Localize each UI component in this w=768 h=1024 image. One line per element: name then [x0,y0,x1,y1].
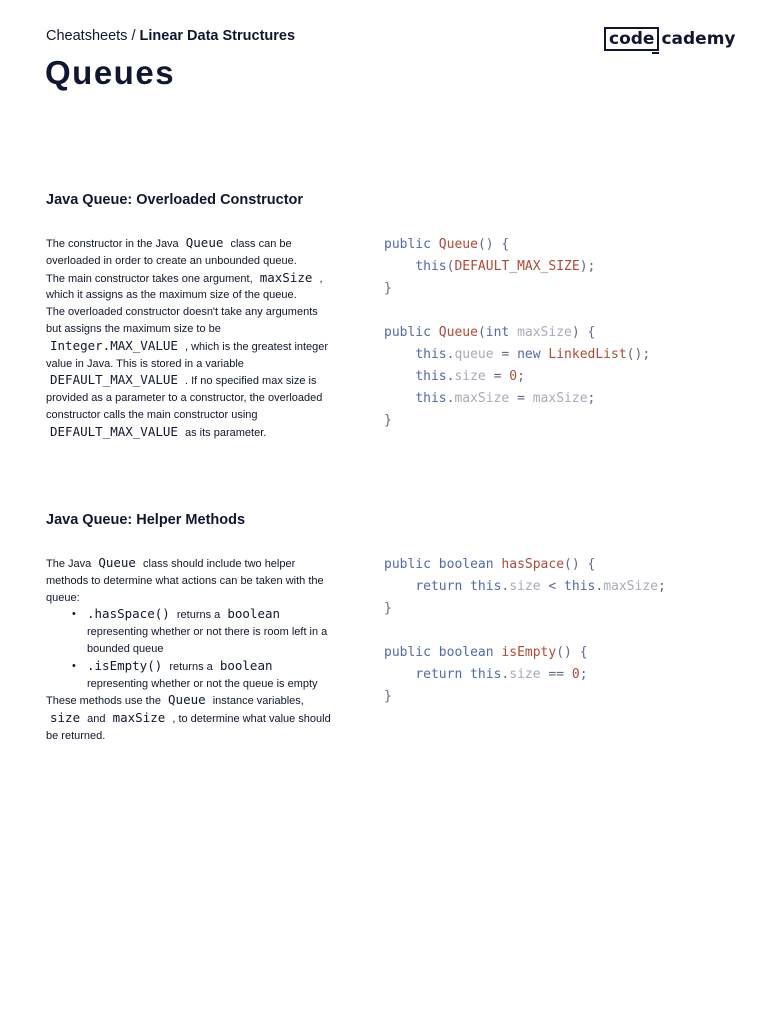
logo-box-text: code [604,27,659,51]
code-line [384,601,392,616]
desc-text: , which it assigns as the maximum size of the queue. [46,272,323,302]
inline-code: boolean [219,657,273,673]
desc-text: , which is the greatest integer value in Java. This is stored in a variable [46,340,329,370]
inline-code: maxSize [112,710,166,726]
code-line [384,369,525,384]
code-token: ( [446,259,455,274]
breadcrumb-separator: / [131,28,136,44]
code-token [384,579,415,594]
code-token: = [485,369,510,384]
code-token [384,667,415,682]
code-token: ; [579,667,588,682]
code-line [384,645,588,660]
desc-text: returns a [169,660,213,673]
code-token: (); [626,347,651,362]
list-item [87,606,336,657]
section-title-overloaded-constructor: Java Queue: Overloaded Constructor [46,192,304,208]
code-token: ; [587,391,596,406]
code-token [431,237,439,252]
desc-text: instance variables, [212,695,304,708]
desc-text: . If no specified max size is provided as a parameter to a constructor, the overloaded constructor calls the main constructor using [46,375,323,421]
logo-rest-text: cademy [661,29,736,49]
list-item [87,658,336,693]
inline-code: Queue [168,692,206,708]
page-title: Queues [45,54,176,91]
code-token [509,325,517,340]
desc-text: as its parameter. [185,426,267,439]
code-line [384,579,666,594]
inline-code: DEFAULT_MAX_VALUE [50,372,178,388]
desc-paragraph [46,235,336,270]
code-token [431,325,439,340]
code-token: this [415,391,447,406]
desc-text: returns a [176,609,221,622]
code-token: maxSize [532,391,588,406]
code-token: () { [477,237,510,252]
code-token [384,347,415,362]
breadcrumb [46,28,295,44]
code-token: public [384,237,431,252]
code-token: new [517,347,541,362]
inline-code: .hasSpace() [87,606,170,622]
code-token: == [540,667,572,682]
code-token: return [415,667,463,682]
code-line [384,259,595,274]
desc-paragraph [46,270,336,305]
code-token: public [384,645,431,660]
code-token: . [446,347,455,362]
helper-methods-list [46,606,336,692]
section-description-overloaded-constructor [46,235,336,442]
code-token: maxSize [454,391,510,406]
code-token: = [493,347,518,362]
code-token: hasSpace [501,557,565,572]
code-token: Queue [438,237,478,252]
code-token: this [564,579,596,594]
desc-text: representing whether or not there is room left in a bounded queue [87,626,328,655]
code-token [431,557,439,572]
code-token: DEFAULT_MAX_SIZE [454,259,580,274]
desc-text: The Java [46,558,92,570]
code-line [384,391,595,406]
code-token: this [415,347,447,362]
code-token: size [509,667,541,682]
code-token: } [384,413,392,428]
section-description-helper-methods [46,555,336,745]
code-token: boolean [438,557,494,572]
code-token: } [384,281,392,296]
code-token: Queue [438,325,478,340]
inline-code: maxSize [259,269,313,285]
code-line [384,557,595,572]
code-block-helper-methods [384,554,666,708]
code-token: return [415,579,463,594]
desc-text: These methods use the [46,695,161,708]
desc-text: , to determine what value should be returned. [46,713,331,742]
code-line [384,413,392,428]
code-block-overloaded-constructor [384,234,650,432]
code-token: . [446,369,455,384]
code-token: . [501,579,510,594]
code-token: this [470,667,502,682]
code-token: ; [657,579,666,594]
code-token: public [384,557,431,572]
code-token: public [384,325,431,340]
code-token [384,369,415,384]
code-token: size [509,579,541,594]
code-token: ); [579,259,596,274]
inline-code: size [50,710,81,726]
code-token [384,259,415,274]
code-line [384,347,650,362]
desc-paragraph [46,692,336,744]
code-token: } [384,601,392,616]
desc-text: The main constructor takes one argument, [46,272,253,285]
code-token: 0 [571,667,580,682]
code-token: size [454,369,486,384]
code-token: ( [477,325,486,340]
code-token: queue [454,347,494,362]
codecademy-logo[interactable] [604,27,736,51]
code-line [384,667,588,682]
desc-text: and [87,713,106,726]
code-token [462,579,470,594]
code-token [384,391,415,406]
inline-code: boolean [227,606,281,622]
code-token: ; [517,369,525,384]
desc-text: The constructor in the Java [46,238,179,250]
inline-code: Queue [98,555,136,570]
code-line [384,281,392,296]
desc-text: representing whether or not the queue is empty [87,677,318,690]
section-title-helper-methods: Java Queue: Helper Methods [46,512,246,528]
code-token [431,645,439,660]
code-token: 0 [509,369,518,384]
code-token: isEmpty [501,645,557,660]
code-token: maxSize [603,579,658,594]
code-token [462,667,470,682]
breadcrumb-current: Linear Data Structures [139,28,296,44]
inline-code: .isEmpty() [87,657,163,673]
code-token: this [415,369,447,384]
desc-paragraph [46,555,336,606]
code-token: maxSize [517,325,572,340]
code-token: } [384,689,392,704]
code-token: . [501,667,510,682]
code-token: ) { [571,325,596,340]
code-token: . [595,579,604,594]
inline-code: DEFAULT_MAX_VALUE [50,423,178,439]
code-token: < [540,579,565,594]
code-token: boolean [438,645,494,660]
desc-text: The overloaded constructor doesn't take any arguments but assigns the maximum size to be [46,306,318,335]
code-token: this [415,259,447,274]
code-token: () { [556,645,588,660]
inline-code: Integer.MAX_VALUE [50,337,178,353]
code-token: int [485,325,510,340]
code-line [384,237,509,252]
code-token: () { [564,557,596,572]
code-token: . [446,391,455,406]
desc-paragraph [46,304,336,441]
code-token: LinkedList [548,347,627,362]
code-line [384,689,392,704]
desc-text: class can be overloaded in order to create an unbounded queue. [46,238,297,267]
inline-code: Queue [185,235,224,250]
code-line [384,325,595,340]
desc-text: class should include two helper methods to determine what actions can be taken with the queue: [46,558,324,604]
breadcrumb-root-link[interactable]: Cheatsheets [46,28,128,44]
code-token: = [509,391,533,406]
code-token: this [470,579,502,594]
